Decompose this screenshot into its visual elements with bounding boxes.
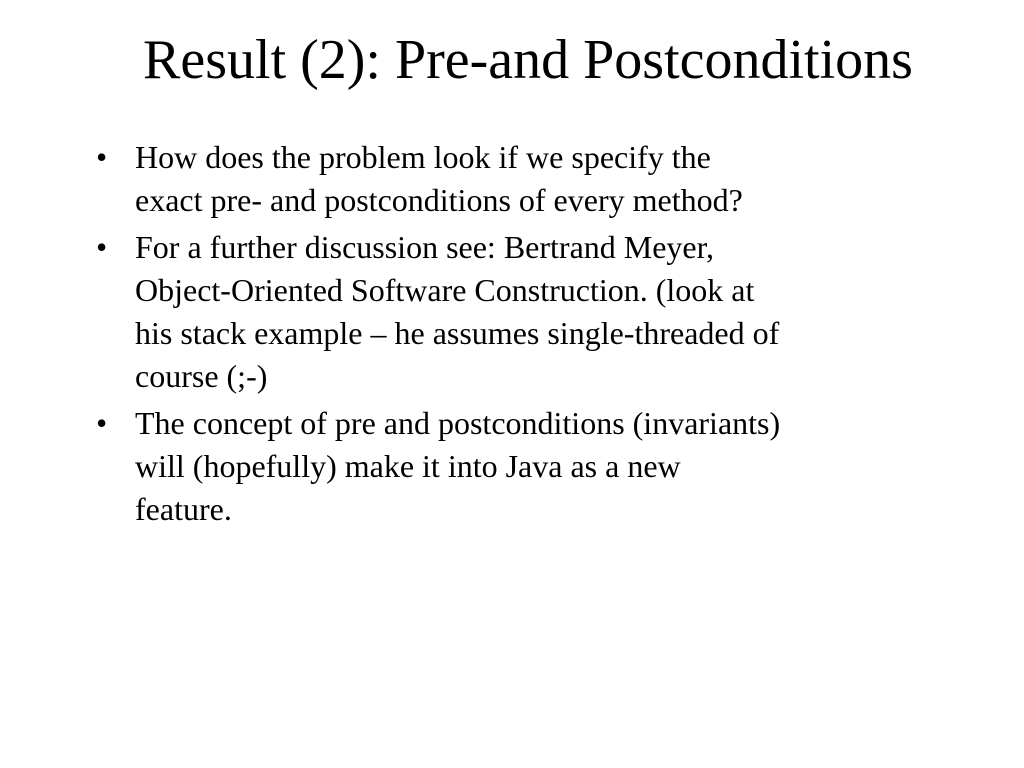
bullet-text-line: Object-Oriented Software Construction. (look at: [135, 272, 755, 308]
bullet-text-line: For a further discussion see: Bertrand Meyer,: [135, 229, 714, 265]
slide-title: Result (2): Pre-and Postconditions: [143, 29, 913, 91]
bullet-list: [96, 136, 976, 535]
bullet-text-line: will (hopefully) make it into Java as a new: [135, 448, 681, 484]
bullet-icon: •: [96, 405, 108, 441]
bullet-text-line: feature.: [135, 491, 232, 527]
bullet-text-line: The concept of pre and postconditions (invariants): [135, 405, 781, 441]
bullet-item: [96, 136, 976, 222]
bullet-text-line: How does the problem look if we specify the: [135, 139, 711, 175]
bullet-item: [96, 226, 976, 398]
bullet-text-line: his stack example – he assumes single-threaded of: [135, 315, 780, 351]
bullet-icon: •: [96, 139, 108, 175]
bullet-icon: •: [96, 229, 108, 265]
bullet-text-line: exact pre- and postconditions of every method?: [135, 182, 743, 218]
bullet-item: [96, 402, 976, 531]
bullet-text-line: course (;-): [135, 358, 268, 394]
